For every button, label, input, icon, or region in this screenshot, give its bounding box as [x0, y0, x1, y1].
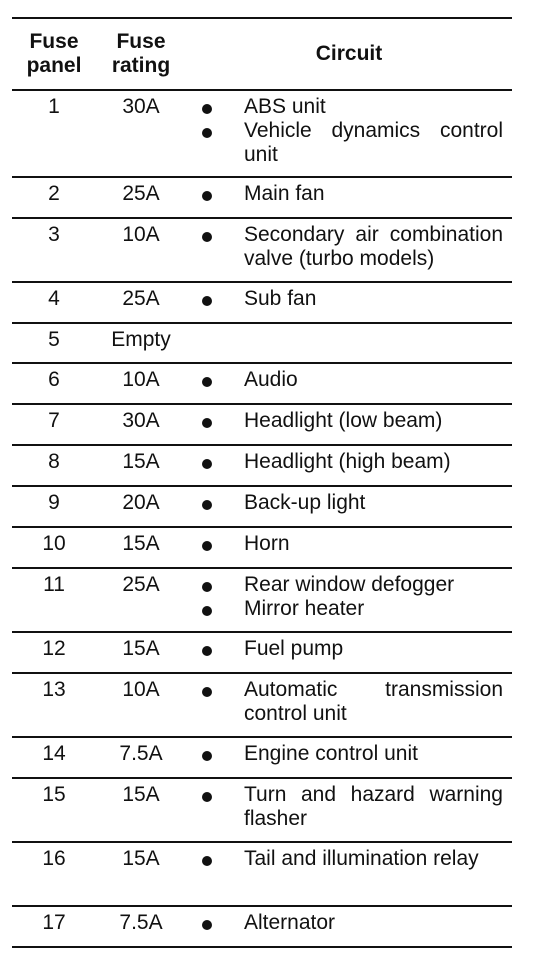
- table-row: [12, 324, 512, 364]
- fuse-rating: 15A: [122, 532, 160, 555]
- bullet-icon: [202, 95, 214, 119]
- circuit-text: Fuel pump: [244, 637, 344, 660]
- fuse-number: 10: [42, 532, 66, 555]
- fuse-number: 14: [42, 742, 66, 765]
- circuit-text: Horn: [244, 532, 290, 555]
- table-row: [12, 446, 512, 487]
- bullet-icon: [202, 678, 214, 702]
- fuse-rating: 15A: [122, 450, 160, 473]
- fuse-rating: 10A: [122, 678, 160, 701]
- fuse-rating: 7.5A: [119, 742, 163, 765]
- bullet-icon: [202, 911, 214, 935]
- fuse-rating: Empty: [111, 328, 171, 351]
- table-row: [12, 633, 512, 674]
- bullet-icon: [202, 491, 214, 515]
- table-row: [12, 779, 512, 843]
- bullet-icon: [202, 783, 214, 807]
- fuse-rating: 15A: [122, 783, 160, 806]
- table-header: [12, 17, 512, 91]
- circuit-text: Automatic transmission control unit: [244, 678, 503, 725]
- table-row: [12, 91, 512, 178]
- header-fuse-panel: [12, 30, 96, 78]
- table-row: [12, 738, 512, 779]
- fuse-rating: 20A: [122, 491, 160, 514]
- header-fuse-panel-text: Fuse panel: [26, 30, 82, 77]
- fuse-rating: 10A: [122, 368, 160, 391]
- fuse-number: 2: [48, 182, 60, 205]
- bullet-icon: [202, 409, 214, 433]
- circuit-text: Mirror heater: [244, 597, 365, 620]
- fuse-number: 17: [42, 911, 66, 934]
- circuit-text: Engine control unit: [244, 742, 418, 765]
- bullet-icon: [202, 450, 214, 474]
- bullet-icon: [202, 742, 214, 766]
- table-row: [12, 283, 512, 324]
- fuse-number: 1: [48, 95, 60, 118]
- circuit-text: Sub fan: [244, 287, 317, 310]
- fuse-rating: 25A: [122, 287, 160, 310]
- fuse-number: 12: [42, 637, 66, 660]
- bullet-icon: [202, 368, 214, 392]
- fuse-rating: 10A: [122, 223, 160, 246]
- table-row: [12, 487, 512, 528]
- fuse-number: 15: [42, 783, 66, 806]
- table-row: [12, 405, 512, 446]
- fuse-number: 13: [42, 678, 66, 701]
- fuse-rating: 25A: [122, 573, 160, 596]
- table-row: [12, 219, 512, 283]
- fuse-number: 3: [48, 223, 60, 246]
- fuse-number: 11: [43, 573, 65, 596]
- fuse-rating: 7.5A: [119, 911, 163, 934]
- table-row: [12, 528, 512, 569]
- circuit-item: [12, 597, 512, 621]
- circuit-text: Main fan: [244, 182, 325, 205]
- table-row: [12, 907, 512, 948]
- circuit-text: Back-up light: [244, 491, 366, 514]
- table-row: [12, 569, 512, 633]
- table-row: [12, 674, 512, 738]
- fuse-rating: 15A: [122, 637, 160, 660]
- circuit-text: Secondary air combination valve (turbo models): [244, 223, 503, 270]
- circuit-text: Tail and illumination relay: [244, 847, 479, 870]
- bullet-icon: [202, 573, 214, 597]
- header-fuse-rating: [96, 30, 186, 78]
- bullet-icon: [202, 119, 214, 143]
- fuse-rating: 30A: [122, 409, 160, 432]
- bullet-icon: [202, 182, 214, 206]
- circuit-text: Turn and hazard warning flasher: [244, 783, 503, 830]
- fuse-number: 8: [48, 450, 60, 473]
- bullet-icon: [202, 847, 214, 871]
- fuse-number: 16: [42, 847, 66, 870]
- fuse-number: 7: [48, 409, 60, 432]
- bullet-icon: [202, 287, 214, 311]
- bullet-icon: [202, 223, 214, 247]
- circuit-text: Vehicle dynamics control unit: [244, 119, 503, 166]
- table-row: [12, 364, 512, 405]
- table-body: [12, 91, 512, 948]
- table-row: [12, 843, 512, 907]
- header-fuse-rating-text: Fuse rating: [111, 30, 171, 77]
- circuit-text: Rear window defogger: [244, 573, 455, 596]
- bullet-icon: [202, 597, 214, 621]
- circuit-text: Alternator: [244, 911, 336, 934]
- header-circuit-text: Circuit: [315, 42, 383, 65]
- table-row: [12, 178, 512, 219]
- circuit-text: ABS unit: [244, 95, 326, 118]
- fuse-number: 9: [48, 491, 60, 514]
- bullet-icon: [202, 532, 214, 556]
- fuse-number: 5: [48, 328, 60, 351]
- fuse-rating: 15A: [122, 847, 160, 870]
- circuit-item: [12, 119, 512, 167]
- fuse-number: 6: [48, 368, 60, 391]
- fuse-table: [12, 17, 512, 948]
- bullet-icon: [202, 637, 214, 661]
- fuse-number: 4: [48, 287, 60, 310]
- circuit-text: Headlight (high beam): [244, 450, 451, 473]
- circuit-text: Headlight (low beam): [244, 409, 443, 432]
- header-circuit: [186, 42, 512, 66]
- fuse-rating: 25A: [122, 182, 160, 205]
- fuse-rating: 30A: [122, 95, 160, 118]
- circuit-text: Audio: [244, 368, 298, 391]
